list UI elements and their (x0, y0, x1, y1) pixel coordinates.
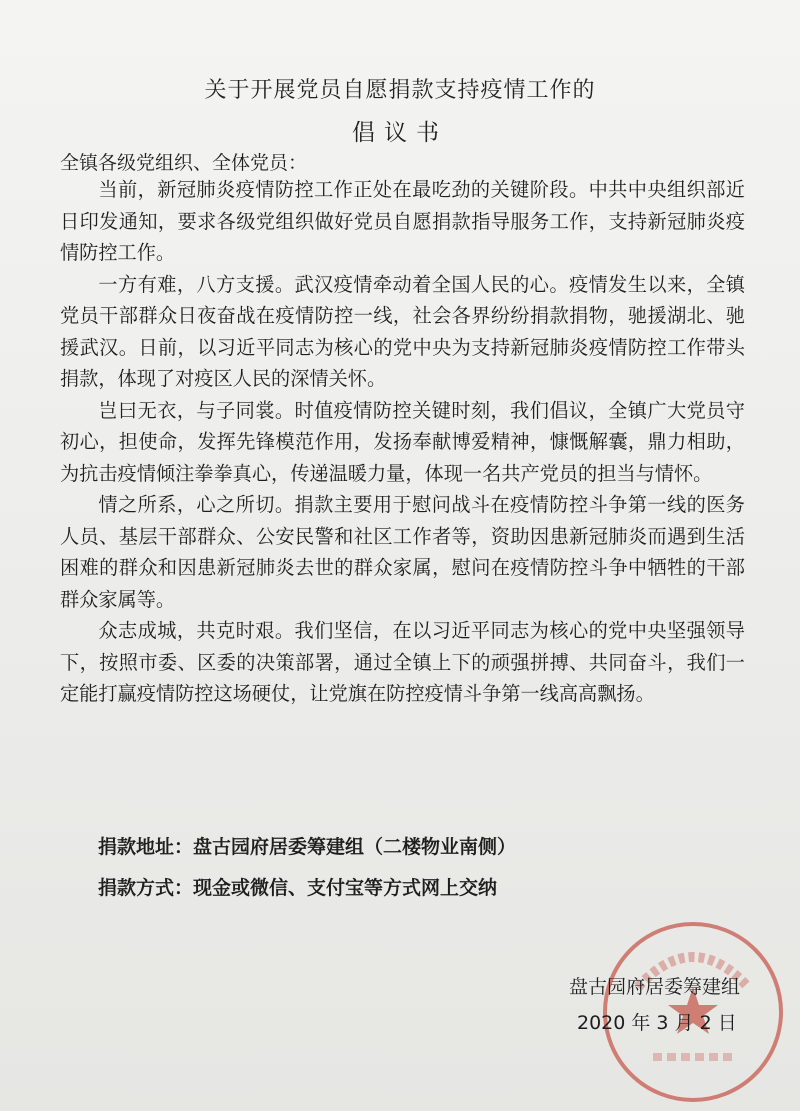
salutation: 全镇各级党组织、全体党员： (60, 152, 308, 174)
paragraph: 岂曰无衣，与子同裳。时值疫情防控关键时刻，我们倡议，全镇广大党员守初心，担使命，发挥先锋模范作用，发扬奉献博爱精神，慷慨解囊，鼎力相助，为抗击疫情倾注拳拳真心，传递温暖力量，体现一名共产党员的担当与情怀。 (60, 398, 745, 485)
signer: 盘古园府居委筹建组 (568, 976, 740, 998)
document-body (60, 174, 745, 710)
document-title-sub: 倡议书 (352, 120, 448, 146)
paragraph: 情之所系，心之所切。捐款主要用于慰问战斗在疫情防控斗争第一线的医务人员、基层干部群众、公安民警和社区工作者等，资助因患新冠肺炎而遇到生活困难的群众和因患新冠肺炎去世的群众家属，慰问在疫情防控斗争中牺牲的干部群众家属等。 (60, 493, 745, 611)
donation-method: 捐款方式：现金或微信、支付宝等方式网上交纳 (98, 877, 498, 899)
sign-date: 2020 年 3 月 2 日 (577, 1012, 737, 1034)
paragraph: 当前，新冠肺炎疫情防控工作正处在最吃劲的关键阶段。中共中央组织部近日印发通知，要求各级党组织做好党员自愿捐款指导服务工作，支持新冠肺炎疫情防控工作。 (60, 178, 745, 264)
paragraph: 众志成城，共克时艰。我们坚信，在以习近平同志为核心的党中央坚强领导下，按照市委、区委的决策部署，通过全镇上下的顽强拼搏、共同奋斗，我们一定能打赢疫情防控这场硬仗，让党旗在防控疫情斗争第一线高高飘扬。 (60, 619, 745, 705)
donation-address: 捐款地址：盘古园府居委筹建组（二楼物业南侧） (98, 836, 517, 858)
document-title: 关于开展党员自愿捐款支持疫情工作的 (204, 78, 596, 103)
paragraph: 一方有难，八方支援。武汉疫情牵动着全国人民的心。疫情发生以来，全镇党员干部群众日夜奋战在疫情防控一线，社会各界纷纷捐款捐物，驰援湖北、驰援武汉。日前，以习近平同志为核心的党中央为支持新冠肺炎疫情防控工作带头捐款，体现了对疫区人民的深情关怀。 (60, 272, 745, 390)
